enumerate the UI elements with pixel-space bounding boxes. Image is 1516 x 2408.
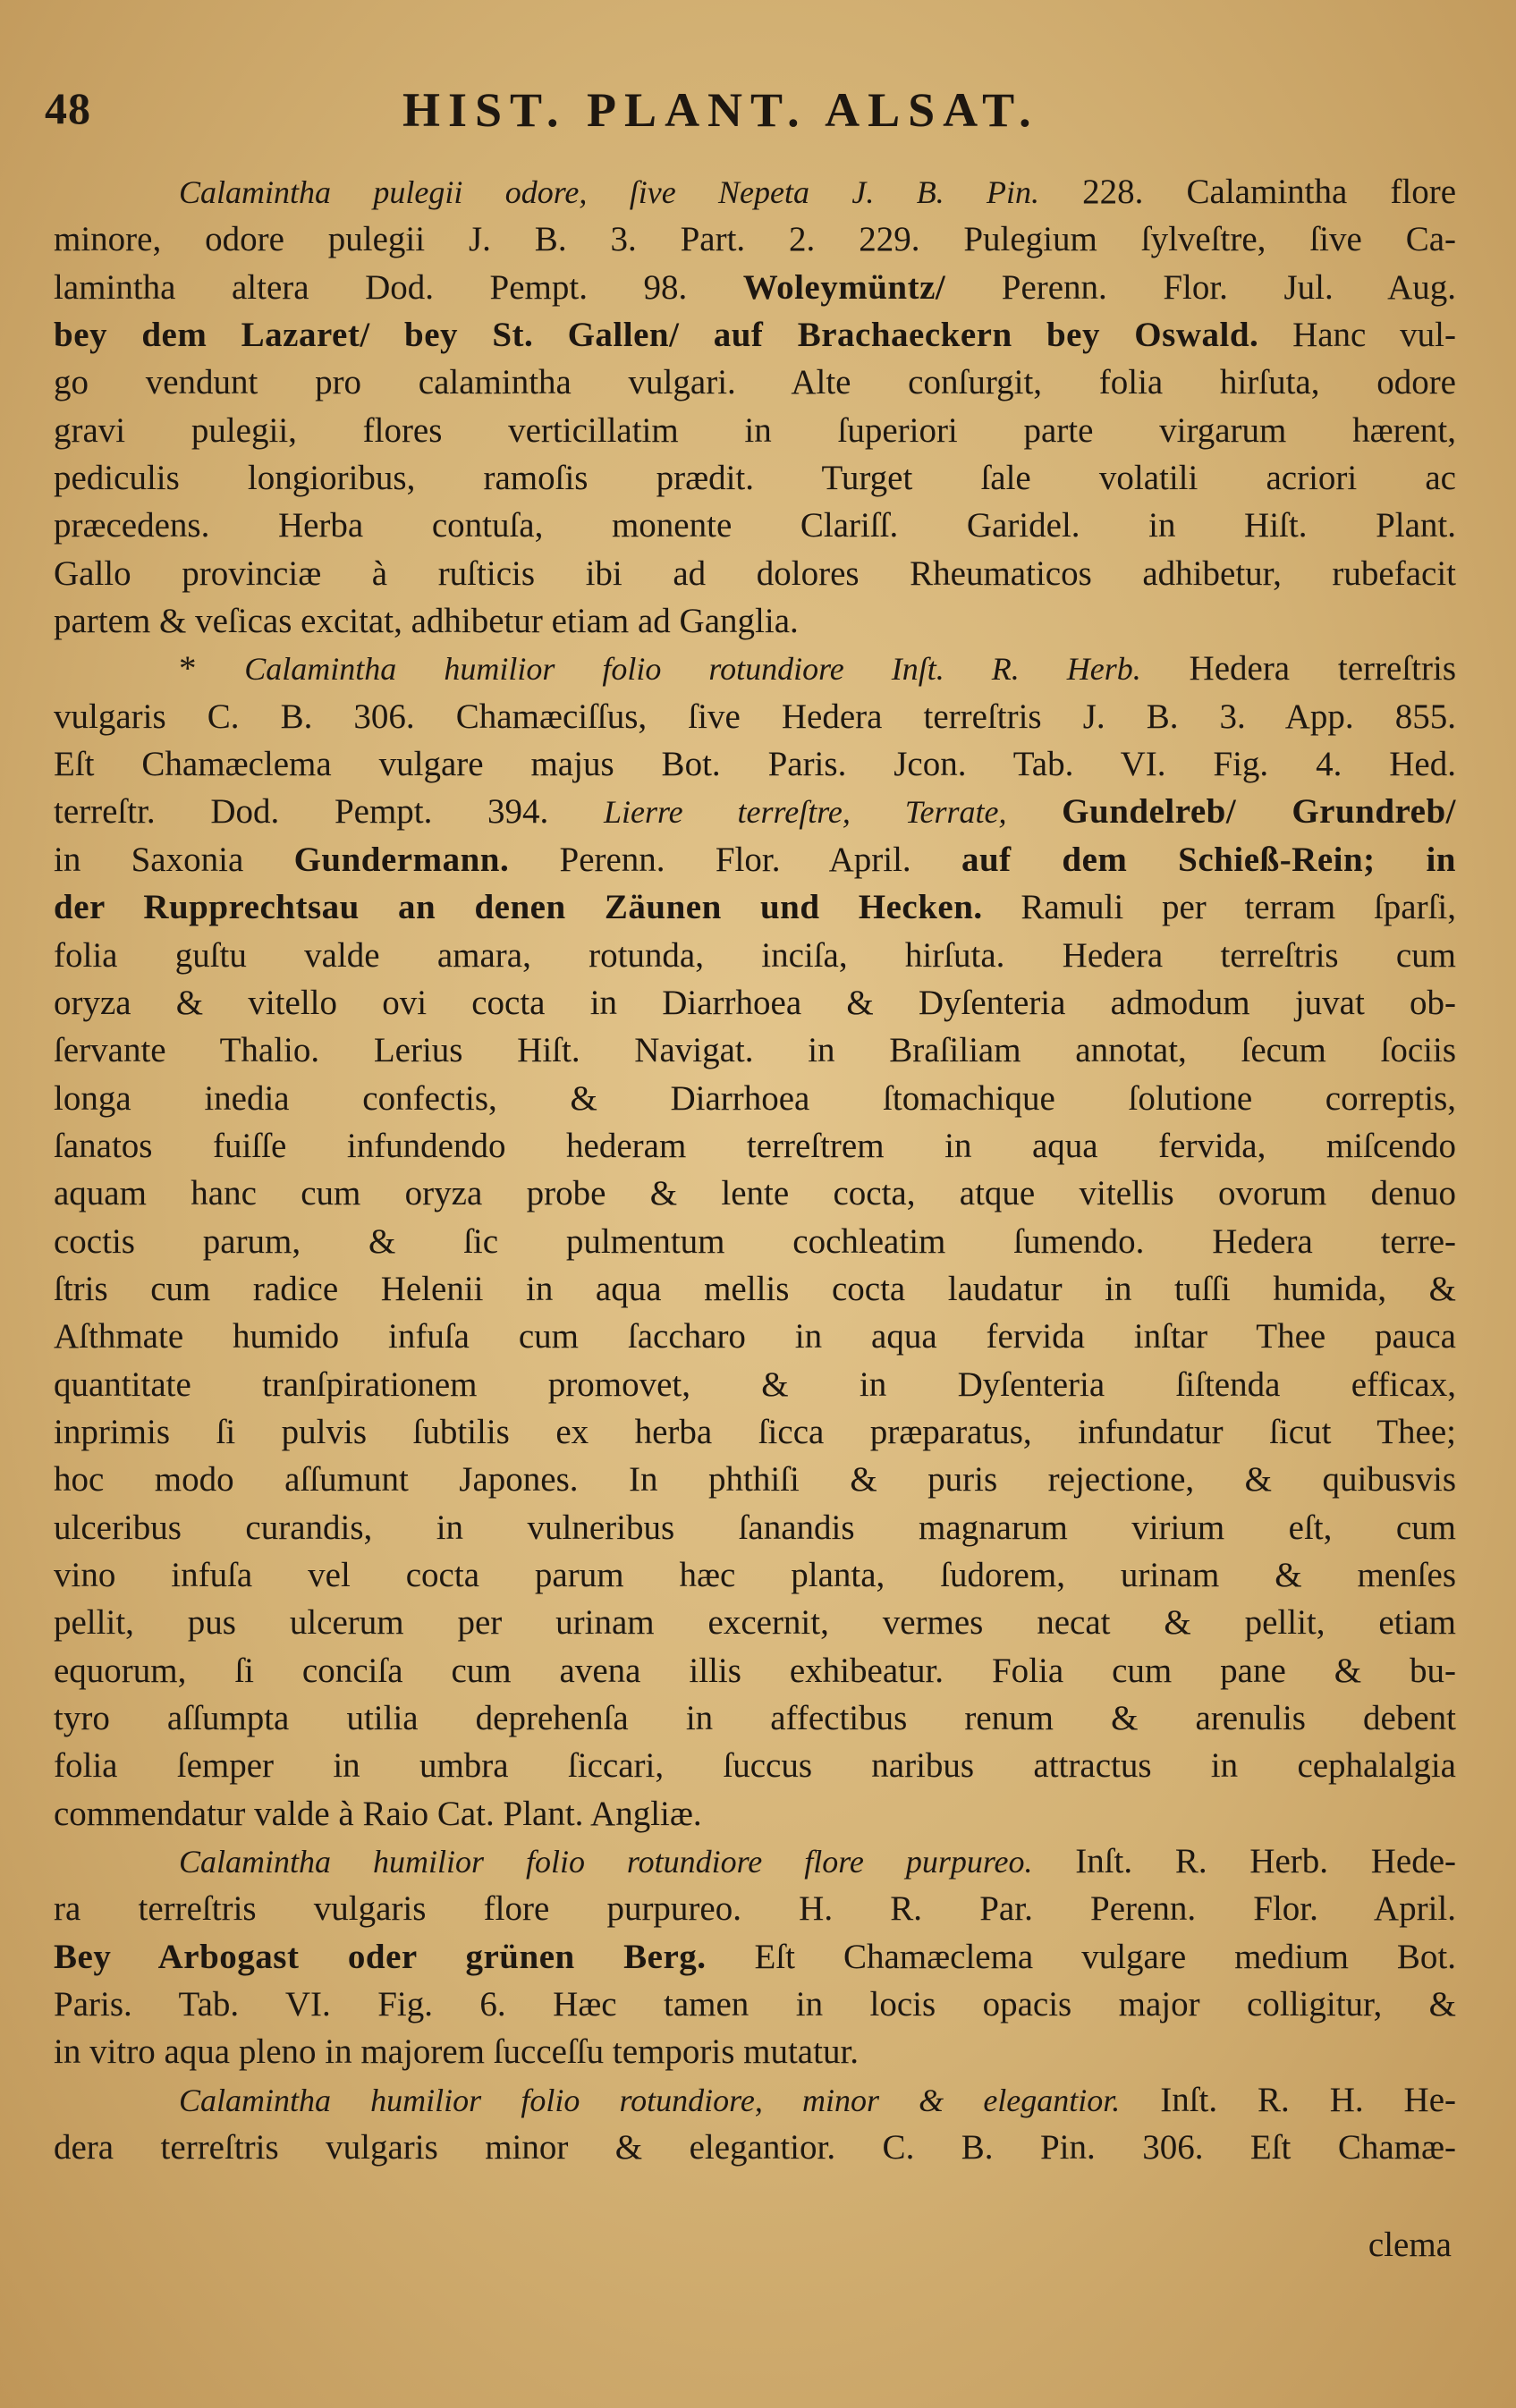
text-segment: Hedera terreſtris [1140, 649, 1456, 689]
text-line [54, 1981, 1456, 2028]
text-segment: Eſt Chamæclema vulgare majus Bot. Paris. Jcon. Tab. VI. Fig. 4. Hed. [54, 745, 1456, 784]
text-segment: lamintha altera Dod. Pempt. 98. [54, 267, 743, 307]
text-line [54, 1313, 1456, 1360]
text-line [54, 502, 1456, 549]
text-line [54, 1075, 1456, 1122]
text-line [54, 883, 1456, 931]
text-segment: go vendunt pro calamintha vulgari. Alte conſurgit, folia hirſuta, odore [54, 363, 1456, 402]
page-header [45, 82, 1458, 145]
blackletter-phrase: Bey Arbogast oder grünen Berg. [54, 1937, 707, 1976]
text-line [54, 454, 1456, 502]
text-segment: Gallo provinciæ à ruſticis ibi ad dolores Rheumaticos adhibetur, rubefacit [54, 553, 1456, 593]
text-line [54, 311, 1456, 359]
text-line [54, 1218, 1456, 1265]
catchword: clema [1368, 2226, 1452, 2264]
text-line [54, 1361, 1456, 1408]
text-line [54, 264, 1456, 311]
blackletter-phrase: auf dem Schieß-Rein; in [961, 840, 1456, 879]
text-segment: Perenn. Flor. April. [509, 840, 961, 879]
text-segment: pediculis longioribus, ramoſis prædit. Turget ſale volatili acriori ac [54, 459, 1456, 498]
text-line [54, 2028, 1456, 2075]
text-line [54, 693, 1456, 740]
text-segment: Hanc vul- [1258, 316, 1457, 355]
text-line [54, 1885, 1456, 1932]
text-segment: 228. Calamintha flore [1039, 173, 1457, 211]
italic-phrase: Calamintha humilior folio rotundiore, minor & elegantior. [179, 2082, 1121, 2118]
text-line [54, 1694, 1456, 1742]
text-segment: gravi pulegii, flores verticillatim in ſuperiori parte virgarum hærent, [54, 410, 1456, 450]
text-segment: minore, odore pulegii J. B. 3. Part. 2. 229. Pulegium ſylveſtre, ſive Ca- [54, 220, 1456, 259]
text-segment: ſtris cum radice Helenii in aqua mellis cocta laudatur in tuſſi humida, & [54, 1269, 1456, 1308]
text-segment: dera terreſtris vulgaris minor & elegantior. C. B. Pin. 306. Eſt Chamæ- [54, 2128, 1456, 2167]
text-line [54, 597, 1456, 645]
text-line [54, 1933, 1456, 1981]
text-line [54, 215, 1456, 263]
blackletter-phrase: Woleymüntz/ [742, 267, 946, 307]
text-line [54, 836, 1456, 883]
text-segment: folia guſtu valde amara, rotunda, inciſa, hirſuta. Hedera terreſtris cum [54, 935, 1456, 975]
text-line [54, 1170, 1456, 1217]
text-segment: equorum, ſi conciſa cum avena illis exhibeatur. Folia cum pane & bu- [54, 1651, 1456, 1690]
text-line [54, 1551, 1456, 1599]
blackletter-phrase: Gundelreb/ Grundreb/ [1062, 792, 1456, 832]
text-line [54, 788, 1456, 835]
text-segment: in vitro aqua pleno in majorem ſucceſſu temporis mutatur. [54, 2032, 860, 2072]
text-line [54, 932, 1456, 979]
text-segment: aquam hanc cum oryza probe & lente cocta, atque vitellis ovorum denuo [54, 1174, 1456, 1213]
text-segment: hoc modo aſſumunt Japones. In phthiſi & puris rejectione, & quibusvis [54, 1460, 1456, 1500]
text-segment: coctis parum, & ſic pulmentum cochleatim ſumendo. Hedera terre- [54, 1221, 1456, 1261]
text-line [54, 1742, 1456, 1789]
text-line [54, 1647, 1456, 1694]
text-segment: quantitate tranſpirationem promovet, & in Dyſenteria ſiſtenda efficax, [54, 1365, 1456, 1404]
text-line [54, 1790, 1456, 1838]
text-segment: vulgaris C. B. 306. Chamæciſſus, ſive Hedera terreſtris J. B. 3. App. 855. [54, 697, 1456, 736]
text-line [54, 979, 1456, 1027]
text-segment: folia ſemper in umbra ſiccari, ſuccus naribus attractus in cephalalgia [54, 1746, 1456, 1786]
text-line [54, 168, 1456, 215]
italic-phrase: Calamintha pulegii odore, ſive Nepeta J. B. Pin. [179, 174, 1040, 210]
text-line [54, 740, 1456, 788]
text-segment: Inſt. R. H. He- [1120, 2080, 1456, 2119]
text-line [54, 1408, 1456, 1456]
running-title: HIST. PLANT. ALSAT. [402, 83, 1039, 137]
text-line [54, 550, 1456, 597]
text-line [54, 2076, 1456, 2124]
text-segment: commendatur valde à Raio Cat. Plant. Angliæ. [54, 1794, 702, 1833]
text-line [54, 1027, 1456, 1074]
text-line [54, 1456, 1456, 1503]
italic-phrase: Lierre terreſtre, Terrate, [603, 794, 1007, 831]
text-line [54, 359, 1456, 406]
text-segment: inprimis ſi pulvis ſubtilis ex herba ſicca præparatus, infundatur ſicut Thee; [54, 1412, 1456, 1451]
text-segment: Ramuli per terram ſparſi, [982, 888, 1456, 927]
text-segment: Eſt Chamæclema vulgare medium Bot. [706, 1937, 1456, 1976]
text-segment: tyro aſſumpta utilia deprehenſa in affectibus renum & arenulis debent [54, 1699, 1456, 1737]
text-segment: Inſt. R. Herb. Hede- [1032, 1842, 1457, 1881]
body-text [54, 168, 1456, 2171]
text-line [54, 2124, 1456, 2171]
text-line [54, 1504, 1456, 1551]
italic-phrase: Calamintha humilior folio rotundiore flore purpureo. [179, 1844, 1033, 1880]
text-segment: Perenn. Flor. Jul. Aug. [945, 267, 1456, 307]
text-segment: longa inedia confectis, & Diarrhoea ſtomachique ſolutione correptis, [54, 1078, 1456, 1118]
text-segment: ulceribus curandis, in vulneribus ſanandis magnarum virium eſt, cum [54, 1508, 1456, 1547]
text-segment: ſanatos fuiſſe infundendo hederam terreſtrem in aqua fervida, miſcendo [54, 1126, 1456, 1165]
blackletter-phrase: Gundermann. [293, 840, 510, 879]
italic-phrase: Calamintha humilior folio rotundiore Inſt. R. Herb. [244, 651, 1141, 688]
text-segment: ra terreſtris vulgaris flore purpureo. H. R. Par. Perenn. Flor. April. [54, 1889, 1456, 1929]
text-segment: vino infuſa vel cocta parum hæc planta, ſudorem, urinam & menſes [54, 1555, 1456, 1594]
text-segment: in Saxonia [54, 840, 294, 879]
text-segment: præcedens. Herba contuſa, monente Clariſſ. Garidel. in Hiſt. Plant. [54, 506, 1456, 545]
text-segment: Aſthmate humido infuſa cum ſaccharo in aqua fervida inſtar Thee pauca [54, 1317, 1456, 1356]
text-segment: pellit, pus ulcerum per urinam excernit, vermes necat & pellit, etiam [54, 1603, 1456, 1643]
blackletter-phrase: bey dem Lazaret/ bey St. Gallen/ auf Brachaeckern bey Oswald. [54, 316, 1259, 355]
text-segment: oryza & vitello ovi cocta in Diarrhoea & Dyſenteria admodum juvat ob- [54, 983, 1456, 1022]
text-segment: terreſtr. Dod. Pempt. 394. [54, 792, 604, 832]
text-line [54, 407, 1456, 454]
text-segment: partem & veſicas excitat, adhibetur etiam ad Ganglia. [54, 602, 799, 641]
text-line [54, 645, 1456, 692]
text-segment: Paris. Tab. VI. Fig. 6. Hæc tamen in locis opacis major colligitur, & [54, 1985, 1456, 2024]
blackletter-phrase: der Rupprechtsau an denen Zäunen und Hecken. [54, 888, 983, 927]
text-segment: * [179, 649, 245, 689]
text-segment [1006, 792, 1062, 831]
text-line [54, 1265, 1456, 1313]
page-number: 48 [45, 83, 91, 133]
text-line [54, 1599, 1456, 1646]
text-line [54, 1122, 1456, 1170]
text-line [54, 1838, 1456, 1885]
text-segment: ſervante Thalio. Lerius Hiſt. Navigat. in Braſiliam annotat, ſecum ſociis [54, 1031, 1456, 1070]
